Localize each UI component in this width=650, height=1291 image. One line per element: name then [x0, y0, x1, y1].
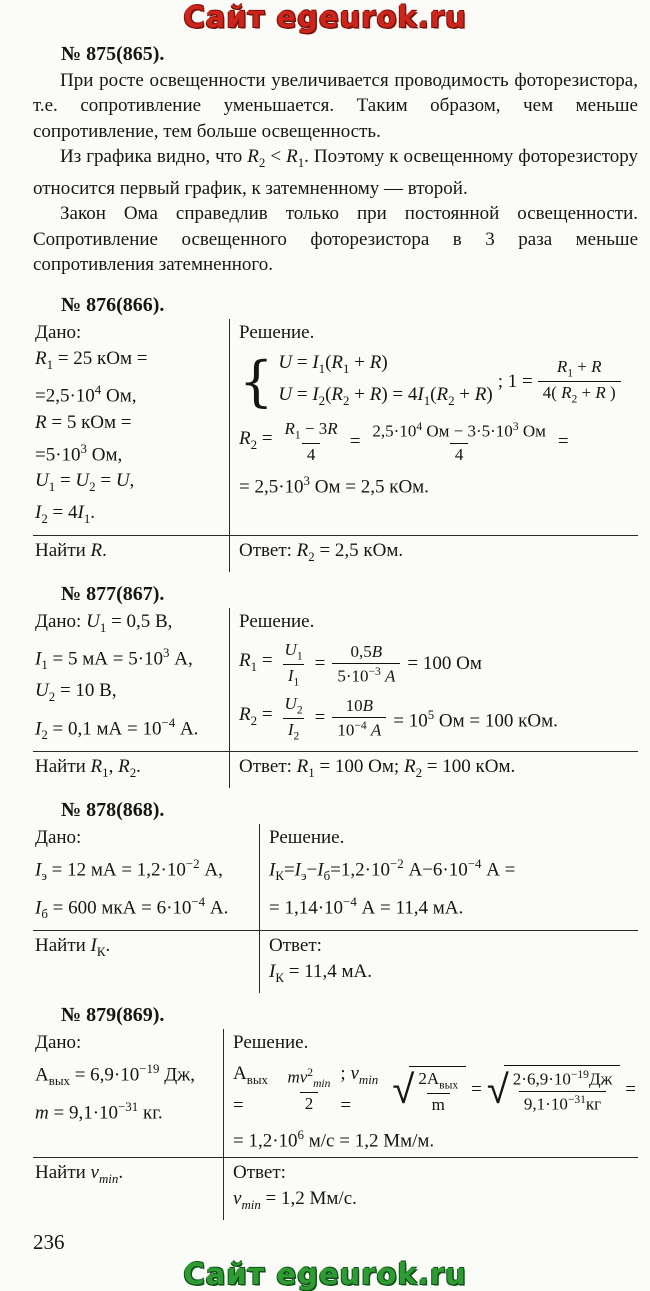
- solution-label: Решение.: [239, 610, 315, 632]
- formula-result-line: = $1,2\cdot 10^6$ м/с = 1,2 Мм/м.: [233, 1127, 435, 1152]
- formula-line: [233, 1061, 636, 1119]
- problem-877-given: [33, 608, 229, 752]
- solution-label: Решение.: [233, 1032, 309, 1054]
- given-label: Дано:: [35, 827, 82, 849]
- fraction-numerator: 10В: [345, 695, 373, 715]
- fraction: [280, 694, 308, 743]
- site-watermark-footer: Сайт egeurok.ru: [183, 1257, 467, 1291]
- given-line: $I_2 = 0,1$ мА = $10^{-4}$ А.: [35, 715, 199, 743]
- fraction-denominator: 4( $R_2 + R$ ): [538, 381, 621, 406]
- fraction: [413, 1069, 463, 1115]
- equation-line: $U = I_1(R_1 + R)$: [278, 351, 388, 376]
- problem-875: [33, 43, 638, 278]
- radicand: [409, 1066, 466, 1115]
- problem-878: [33, 799, 638, 993]
- fraction-numerator: $U_2$: [284, 693, 303, 716]
- problem-875-title: № 875(865).: [61, 42, 165, 65]
- solution-label: Решение.: [269, 827, 345, 849]
- formula-text: = $10^5$ Ом = 100 кОм.: [393, 706, 558, 732]
- formula-text: $R_1$ =: [239, 650, 273, 674]
- formula-line: [239, 694, 636, 743]
- problem-879-answer: [223, 1157, 638, 1220]
- answer-value: $I_К = 11,4$ мА.: [269, 961, 372, 986]
- equation-system: [239, 350, 636, 415]
- formula-text: $А_{вых}$ =: [233, 1063, 268, 1117]
- fraction-numerator: $2\cdot 6,9\cdot 10^{-19}Дж$: [512, 1068, 613, 1090]
- problem-879: [33, 1004, 638, 1220]
- problem-877-table: [33, 608, 638, 789]
- square-root: [487, 1065, 620, 1114]
- given-line: $U_2 = 10$ В,: [35, 680, 117, 705]
- problem-876: [33, 294, 638, 572]
- radicand: [504, 1065, 620, 1114]
- problem-875-paragraph-1: При росте освещенности увеличивается проводимость фоторезистора, т.е. сопротивление уменьшается. Таким образом, чем меньше сопротивление, тем больше освещенность.: [33, 69, 638, 142]
- answer-value: $v_{min} = 1,2$ Мм/с.: [233, 1188, 357, 1213]
- problem-876-given: [33, 319, 229, 535]
- problem-879-given: [33, 1029, 223, 1157]
- formula-result-line: = $1,14\cdot 10^{-4}$ А = 11,4 мА.: [269, 894, 464, 919]
- problem-878-title: № 878(868).: [61, 799, 165, 822]
- problem-876-title: № 876(866).: [61, 293, 165, 316]
- equals-sign: =: [471, 1079, 482, 1101]
- page-content: [33, 43, 638, 1220]
- formula-result-line: = $2,5\cdot 10^3$ Ом = 2,5 кОм.: [239, 473, 429, 498]
- problem-878-solution: [259, 824, 638, 930]
- given-line: $U_1 = U_2 = U$,: [35, 470, 135, 494]
- given-line: $I_б = 600$ мкА = $6\cdot 10^{-4}$ А.: [35, 894, 229, 922]
- site-watermark-header: Сайт egeurok.ru: [183, 0, 467, 34]
- given-line: $I_2 = 4I_1$.: [35, 501, 96, 526]
- problem-875-paragraph-2: Из графика видно, что $R_2 < R_1$. Поэтому к освещенному фоторезистору относится первый график, к затемненному — второй.: [33, 146, 638, 199]
- fraction-numerator: $2А_{вых}$: [418, 1068, 459, 1091]
- equation-line: $U = I_2(R_2 + R) = 4I_1(R_2 + R)$: [278, 384, 493, 409]
- answer-label: Ответ:: [269, 935, 322, 957]
- equals-sign: =: [314, 707, 326, 729]
- fraction-numerator: $R_1 - 3R$: [284, 419, 338, 442]
- problem-879-solution: [223, 1029, 638, 1157]
- page-number: 236: [33, 1230, 65, 1255]
- given-line: $=2,5\cdot 10^4$ Ом,: [35, 382, 137, 407]
- fraction: [367, 420, 550, 465]
- fraction: [508, 1068, 617, 1114]
- fraction-denominator: 4: [302, 443, 321, 465]
- fraction-numerator: $R_1 + R$: [556, 357, 602, 380]
- solution-label: Решение.: [239, 321, 315, 343]
- problem-876-solution: [229, 319, 638, 535]
- given-line: $I_э = 12$ мА = $1,2\cdot 10^{-2}$ А,: [35, 856, 223, 884]
- given-line: $R_1 = 25$ кОм =: [35, 347, 148, 372]
- fraction-numerator: $mv^2_{min}$: [287, 1066, 331, 1091]
- fraction: [332, 696, 386, 741]
- fraction: [280, 640, 308, 689]
- fraction-denominator: m: [427, 1093, 450, 1115]
- problem-877-title: № 877(867).: [61, 582, 165, 605]
- fraction-denominator: 4: [450, 443, 469, 465]
- given-line: Дано: $U_1 = 0,5$ В,: [35, 610, 173, 635]
- equals-sign: =: [557, 431, 569, 453]
- problem-877: [33, 583, 638, 789]
- formula-line: $I_К=I_э-I_б=1,2\cdot 10^{-2}$ $А-6\cdot 10^{-4}$ А =: [269, 856, 516, 884]
- given-line: $А_{вых} = 6,9\cdot 10^{-19}$ Дж,: [35, 1061, 196, 1089]
- fraction-numerator: $2,5\cdot 10^4$ Ом − $3\cdot 5\cdot 10^3$ Ом: [372, 419, 546, 441]
- problem-876-find: Найти R.: [33, 535, 229, 572]
- fraction-numerator: $U_1$: [284, 639, 303, 662]
- equals-sign: =: [349, 431, 361, 453]
- problem-876-answer: Ответ: $R_2 = 2,5$ кОм.: [229, 535, 638, 572]
- formula-text: $R_2$ =: [239, 428, 273, 453]
- equation-separator: ; 1 =: [497, 370, 533, 392]
- problem-879-title: № 879(869).: [61, 1004, 165, 1027]
- fraction-numerator: 0,5В: [350, 641, 383, 661]
- problem-878-given: [33, 824, 259, 930]
- fraction-denominator: $9,1\cdot 10^{-31}кг$: [519, 1091, 606, 1115]
- formula-text: = 100 Ом: [407, 653, 482, 675]
- problem-879-find: Найти $v_{min}$.: [33, 1157, 223, 1220]
- given-line: R = 5 кОм =: [35, 411, 132, 433]
- fraction-denominator: $5\cdot 10^{-3}$ А: [332, 663, 400, 687]
- problem-878-table: [33, 824, 638, 993]
- fraction: [332, 642, 400, 687]
- given-label: Дано:: [35, 321, 82, 343]
- problem-878-find: Найти $I_К$.: [33, 930, 259, 993]
- given-line: $I_1 = 5$ мА = $5\cdot 10^3$ А,: [35, 645, 193, 673]
- given-label: Дано:: [35, 1032, 82, 1054]
- fraction-denominator: $10^{-4}$ А: [332, 717, 386, 741]
- problem-875-paragraph-3: Закон Ома справедлив только при постоянной освещенности. Сопротивление освещенного фоторезистора в 3 раза меньше сопротивления затемненного.: [33, 203, 638, 276]
- system-brace: {: [239, 350, 274, 414]
- fraction-denominator: $I_1$: [283, 664, 304, 689]
- answer-label: Ответ:: [233, 1162, 286, 1184]
- problem-878-answer: [259, 930, 638, 993]
- fraction-denominator: $I_2$: [283, 718, 304, 743]
- radical-sign: √: [486, 1067, 509, 1114]
- formula-text: ; $v_{min}$ =: [340, 1063, 379, 1117]
- equals-sign: =: [625, 1079, 636, 1101]
- formula-text: $R_2$ =: [239, 704, 273, 729]
- fraction: [282, 1066, 335, 1114]
- system-equations: [278, 350, 492, 415]
- radical-sign: √: [392, 1067, 415, 1114]
- fraction: [280, 419, 343, 465]
- formula-line: [239, 419, 636, 465]
- given-line: $m = 9,1\cdot 10^{-31}$ кг.: [35, 1099, 163, 1124]
- equals-sign: =: [314, 653, 326, 675]
- problem-877-find: Найти $R_1$, $R_2$.: [33, 751, 229, 788]
- square-root: [392, 1066, 466, 1115]
- formula-line: [239, 640, 636, 689]
- problem-877-answer: Ответ: $R_1 = 100$ Ом; $R_2 = 100$ кОм.: [229, 751, 638, 788]
- fraction-denominator: 2: [300, 1092, 319, 1114]
- problem-876-table: [33, 319, 638, 572]
- fraction: [538, 357, 621, 406]
- problem-877-solution: [229, 608, 638, 752]
- given-line: $=5\cdot 10^3$ Ом,: [35, 440, 123, 466]
- problem-879-table: [33, 1029, 638, 1220]
